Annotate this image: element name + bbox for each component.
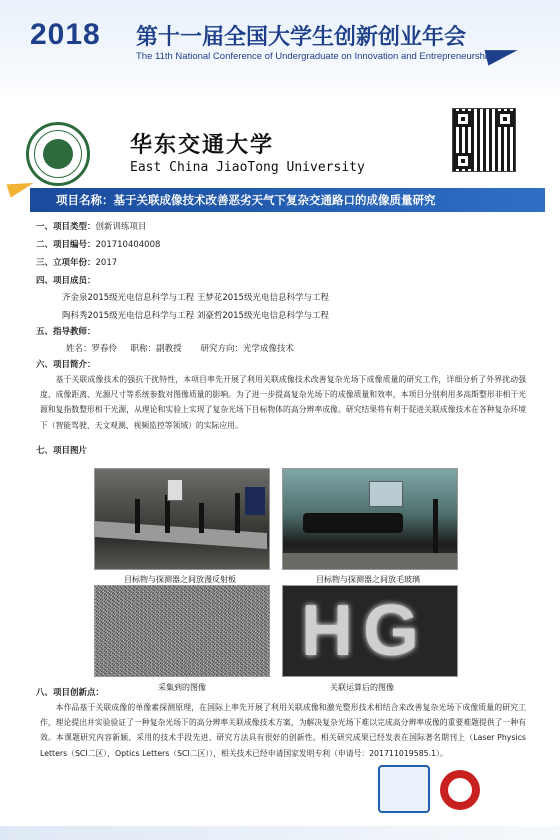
- university-name-en: East China JiaoTong University: [130, 160, 365, 175]
- project-title-bar: [30, 188, 545, 212]
- project-number: 201710404008: [95, 240, 161, 250]
- project-year-row: [36, 256, 117, 268]
- advisor-row: [66, 342, 294, 354]
- advisor-title: 副教授: [156, 344, 182, 354]
- project-type-label: 一、项目类型：: [36, 222, 96, 232]
- project-title-label: 项目名称：: [56, 193, 114, 207]
- footer-bar: [0, 826, 560, 840]
- caption-reconstructed: 关联运算后的图像: [330, 683, 394, 692]
- caption-ground-glass: 目标物与探测器之间放毛玻璃: [316, 575, 420, 584]
- paper-plane-icon: [485, 42, 520, 65]
- innovation-paragraph: 本作品基于关联成像的单像素探测原理，在国际上率先开展了利用关联成像和激光整形技术相结合来改善复杂光场下成像质量的研究工作，理论提出并实验验证了一种复杂光场下的高分辨率关联成像技术方案，为解决复杂光场下难以完成高分辨率成像的重要难题提供了一种有效。本课题研究内容新颖、采用的技术手段先进、研究方法具有很好的创新性。相关研究成果已经发表在国际著名期刊上（Laser Physics Letters（SCI二区），Optics Letters（SCI二区）），相关技术已经申请国家发明专利（申请号：201711019585.1）。: [40, 703, 526, 758]
- advisor-direction: 光学成像技术: [243, 344, 295, 354]
- project-year-label: 三、立项年份：: [36, 258, 96, 268]
- advisor-label: 五、指导教师：: [36, 327, 96, 337]
- advisor-direction-label: 研究方向：: [200, 344, 244, 354]
- members-line-1: 齐金泉2015级光电信息科学与工程 王梦花2015级光电信息科学与工程: [62, 293, 329, 303]
- conference-year: 2018: [30, 18, 101, 51]
- caption-collected: 采集到的图像: [158, 683, 206, 692]
- experiment-photo-ground-glass: [282, 468, 458, 570]
- reconstructed-hg-text: HG: [301, 591, 429, 671]
- project-type: 创新训练项目: [95, 222, 147, 232]
- university-name-cn: 华东交通大学: [130, 133, 275, 158]
- collected-image: [94, 585, 270, 677]
- project-number-label: 二、项目编号：: [36, 240, 96, 250]
- members-line-2: 陶科秀2015级光电信息科学与工程 刘豪哲2015级光电信息科学与工程: [62, 311, 329, 321]
- conference-title-en: The 11th National Conference of Undergraduate on Innovation and Entrepreneurship: [136, 51, 493, 62]
- university-emblem: [26, 122, 90, 186]
- project-number-row: [36, 238, 160, 250]
- advisor-name-label: 姓名：: [66, 344, 92, 354]
- reconstructed-image: [282, 585, 458, 677]
- pictures-label: 七、项目图片: [36, 446, 88, 456]
- project-title: 基于关联成像技术改善恶劣天气下复杂交通路口的成像质量研究: [113, 193, 436, 207]
- caption-diffuser: 目标物与探测器之间放漫反射板: [124, 575, 236, 584]
- university-seal-icon: [440, 770, 480, 810]
- members-label: 四、项目成员：: [36, 276, 96, 286]
- advisor-name: 罗春伶: [91, 344, 118, 354]
- qr-code-icon: [452, 108, 516, 172]
- conference-logo-icon: [378, 765, 430, 813]
- advisor-title-label: 职称：: [130, 344, 157, 354]
- intro-label: 六、项目简介：: [36, 360, 96, 370]
- conference-title-cn: 第十一届全国大学生创新创业年会: [136, 25, 467, 50]
- project-type-row: [36, 220, 147, 232]
- innovation-label: 八、项目创新点：: [36, 688, 105, 698]
- experiment-photo-diffuser: [94, 468, 270, 570]
- project-year: 2017: [95, 258, 118, 268]
- intro-paragraph: 基于关联成像技术的强抗干扰特性，本项目率先开展了利用关联成像技术改善复杂光场下成像质量的研究工作，详细分析了外界扰动强度、成像距离、光源尺寸等系统参数对图像质量的影响。为了进一步提高复杂光场下的成像质量和效率，本项目分别利用多高斯整形非相干光源和复指数整形相干光源，从理论和实验上实现了复杂光场下目标物体的高分辨率成像。研究结果将有利于促进关联成像技术在各种复杂环境下（智能驾驶、天文观测、视频监控等领域）的实际应用。: [40, 375, 526, 430]
- conference-header: [0, 0, 560, 100]
